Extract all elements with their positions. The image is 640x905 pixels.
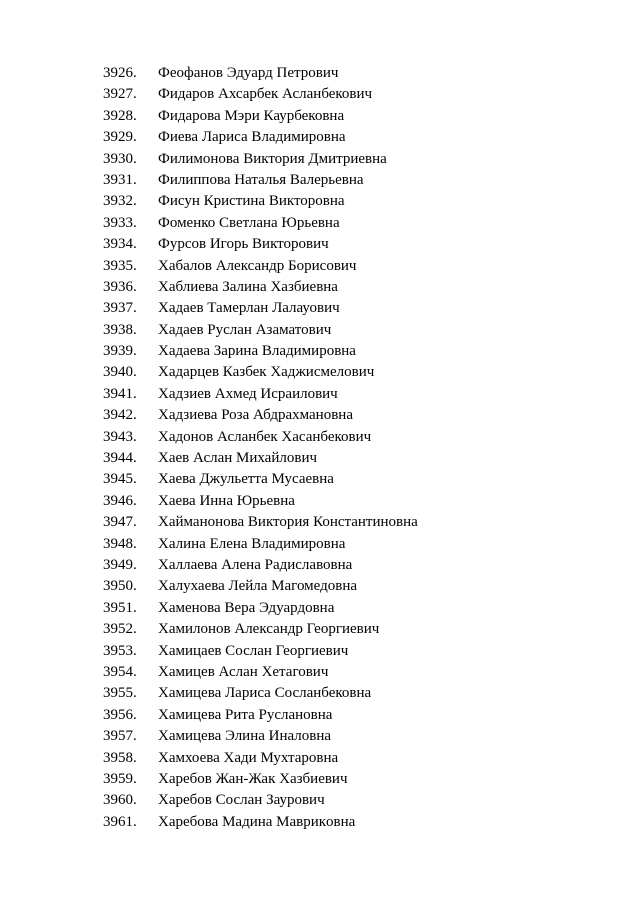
entry-number: 3959.	[103, 770, 137, 787]
entry-name: Феофанов Эдуард Петрович	[158, 65, 339, 81]
entry-number: 3942.	[103, 407, 137, 424]
entry-number: 3955.	[103, 685, 137, 702]
entry-number: 3931.	[103, 171, 137, 188]
entry-number: 3941.	[103, 385, 137, 402]
list-item	[103, 405, 418, 426]
list-item	[103, 277, 418, 298]
entry-name: Фисун Кристина Викторовна	[158, 193, 345, 210]
list-item	[103, 598, 418, 619]
entry-number: 3949.	[103, 556, 137, 573]
list-item	[103, 106, 418, 127]
list-item	[103, 491, 418, 512]
entry-name: Харебов Жан-Жак Хазбиевич	[158, 770, 348, 787]
entry-name: Харебов Сослан Заурович	[158, 792, 325, 809]
entry-number: 3956.	[103, 706, 137, 723]
entry-name: Хадаев Руслан Азаматович	[158, 321, 332, 338]
entry-name: Филиппова Наталья Валерьевна	[158, 171, 364, 188]
entry-name: Хаева Джульетта Мусаевна	[158, 471, 334, 488]
entry-name: Филимонова Виктория Дмитриевна	[158, 150, 387, 167]
list-item	[103, 84, 418, 105]
entry-number: 3945.	[103, 471, 137, 488]
entry-number: 3939.	[103, 343, 137, 360]
entry-name: Хадарцев Казбек Хаджисмелович	[158, 364, 375, 381]
list-item	[103, 213, 418, 234]
entry-name: Фидарова Мэри Каурбековна	[158, 107, 345, 124]
entry-number: 3936.	[103, 278, 137, 295]
list-item	[103, 769, 418, 790]
entry-number: 3957.	[103, 728, 137, 745]
list-item	[103, 362, 418, 383]
entry-name: Хайманонова Виктория Константиновна	[158, 514, 418, 531]
list-item	[103, 191, 418, 212]
entry-name: Хамицева Лариса Сосланбековна	[158, 685, 372, 702]
list-item	[103, 256, 418, 277]
entry-number: 3928.	[103, 107, 137, 124]
entry-number: 3953.	[103, 642, 137, 659]
entry-number: 3954.	[103, 663, 137, 680]
list-item	[103, 427, 418, 448]
entry-name: Фурсов Игорь Викторович	[158, 236, 329, 253]
list-item	[103, 127, 418, 148]
entry-name: Хадонов Асланбек Хасанбекович	[158, 428, 372, 445]
entry-number: 3927.	[103, 86, 137, 103]
entry-name: Фидаров Ахсарбек Асланбекович	[158, 86, 373, 103]
list-item	[103, 812, 418, 833]
list-item	[103, 576, 418, 597]
entry-name: Хамилонов Александр Георгиевич	[158, 621, 380, 638]
entry-name: Хадаев Тамерлан Лалауович	[158, 300, 340, 317]
entry-name: Хаменова Вера Эдуардовна	[158, 599, 335, 616]
entry-name: Хамицева Рита Руслановна	[158, 706, 333, 723]
entry-name: Хаев Аслан Михайлович	[158, 450, 318, 467]
name-list	[103, 63, 418, 833]
list-item	[103, 662, 418, 683]
entry-number: 3952.	[103, 621, 137, 638]
entry-number: 3946.	[103, 492, 137, 509]
list-item	[103, 469, 418, 490]
entry-number: 3930.	[103, 150, 137, 167]
entry-number: 3929.	[103, 129, 137, 146]
entry-name: Халухаева Лейла Магомедовна	[158, 578, 358, 595]
list-item	[103, 320, 418, 341]
entry-number: 3938.	[103, 321, 137, 338]
list-item	[103, 555, 418, 576]
entry-number: 3934.	[103, 236, 137, 253]
list-item	[103, 726, 418, 747]
entry-number: 3940.	[103, 364, 137, 381]
entry-name: Халина Елена Владимировна	[158, 535, 346, 552]
entry-number: 3950.	[103, 578, 137, 595]
list-item	[103, 341, 418, 362]
entry-number: 3948.	[103, 535, 137, 552]
entry-name: Фиева Лариса Владимировна	[158, 129, 346, 146]
entry-name: Хаева Инна Юрьевна	[158, 492, 295, 509]
entry-number: 3951.	[103, 599, 137, 616]
list-item	[103, 149, 418, 170]
entry-name: Хабалов Александр Борисович	[158, 257, 357, 274]
list-item	[103, 748, 418, 769]
entry-number: 3932.	[103, 193, 137, 210]
entry-number: 3935.	[103, 257, 137, 274]
list-item	[103, 641, 418, 662]
entry-number: 3937.	[103, 300, 137, 317]
list-item	[103, 790, 418, 811]
entry-name: Хадзиева Роза Абдрахмановна	[158, 407, 353, 424]
list-item	[103, 512, 418, 533]
entry-number: 3958.	[103, 749, 137, 766]
list-item	[103, 384, 418, 405]
entry-number: 3944.	[103, 450, 137, 467]
entry-name: Харебова Мадина Маврикoвна	[158, 813, 356, 830]
list-item	[103, 619, 418, 640]
entry-number: 3947.	[103, 514, 137, 531]
list-item	[103, 234, 418, 255]
entry-number: 3933.	[103, 214, 137, 231]
entry-number: 3960.	[103, 792, 137, 809]
list-item	[103, 298, 418, 319]
entry-name: Хамицаев Сослан Георгиевич	[158, 642, 349, 659]
list-item	[103, 170, 418, 191]
entry-name: Фоменко Светлана Юрьевна	[158, 214, 340, 231]
entry-name: Халлаева Алена Радиславовна	[158, 556, 353, 573]
entry-name: Хадзиев Ахмед Исраилович	[158, 385, 338, 402]
list-item	[103, 63, 418, 84]
entry-number: 3961.	[103, 813, 137, 830]
list-item	[103, 448, 418, 469]
list-item	[103, 705, 418, 726]
list-item	[103, 534, 418, 555]
entry-name: Хамицева Элина Иналовна	[158, 728, 332, 745]
list-item	[103, 683, 418, 704]
entry-name: Хаблиева Залина Хазбиевна	[158, 278, 338, 295]
entry-name: Хадаева Зарина Владимировна	[158, 343, 356, 360]
entry-name: Хамхоева Хади Мухтаровна	[158, 749, 339, 766]
entry-number: 3926.	[103, 65, 137, 81]
entry-number: 3943.	[103, 428, 137, 445]
entry-name: Хамицев Аслан Хетагович	[158, 663, 329, 680]
